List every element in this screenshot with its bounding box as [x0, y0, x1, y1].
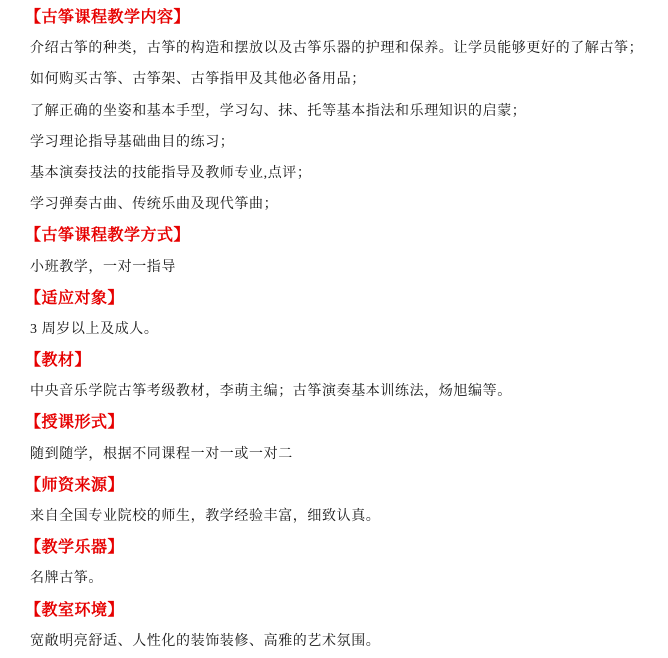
- para-repertoire: 学习弹奏古曲、传统乐曲及现代筝曲；: [30, 197, 279, 213]
- heading-target-audience: 【适应对象】: [25, 289, 125, 307]
- para-class-size: 小班教学，一对一指导: [30, 259, 176, 275]
- para-theory-practice: 学习理论指导基础曲目的练习；: [30, 134, 235, 150]
- para-course-intro: 介绍古筝的种类，古筝的构造和摆放以及古筝乐器的护理和保养。让学员能够更好的了解古筝；: [30, 41, 644, 57]
- heading-teaching-instrument: 【教学乐器】: [25, 539, 125, 557]
- para-purchase-guide: 如何购买古筝、古筝架、古筝指甲及其他必备用品；: [30, 72, 366, 88]
- heading-course-content: 【古筝课程教学内容】: [25, 9, 191, 26]
- para-textbook-detail: 中央音乐学院古筝考级教材，李萌主编；古筝演奏基本训练法，炀旭编等。: [30, 384, 512, 400]
- para-posture-technique: 了解正确的坐姿和基本手型，学习勾、抹、托等基本指法和乐理知识的启蒙；: [30, 103, 527, 119]
- para-age-range: 3 周岁以上及成人。: [30, 321, 159, 337]
- para-teacher-detail: 来自全国专业院校的师生，教学经验丰富，细致认真。: [30, 509, 381, 524]
- para-class-format-detail: 随到随学，根据不同课程一对一或一对二: [30, 446, 293, 462]
- heading-teaching-method: 【古筝课程教学方式】: [25, 227, 191, 245]
- para-instrument-detail: 名牌古筝。: [30, 571, 103, 587]
- heading-classroom-environment: 【教室环境】: [25, 601, 125, 619]
- heading-class-format: 【授课形式】: [25, 414, 125, 432]
- heading-textbook: 【教材】: [25, 352, 92, 370]
- para-environment-detail: 宽敞明亮舒适、人性化的装饰装修、高雅的艺术氛围。: [30, 633, 381, 649]
- para-skill-guidance: 基本演奏技法的技能指导及教师专业,点评；: [30, 165, 312, 181]
- heading-teacher-source: 【师资来源】: [25, 476, 125, 494]
